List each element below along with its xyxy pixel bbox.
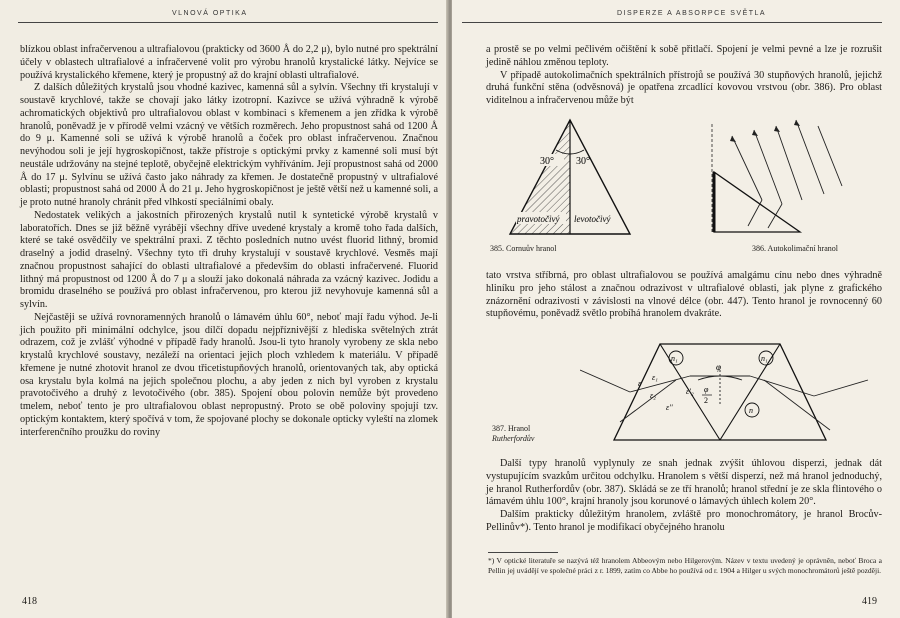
paragraph: Dalším prakticky důležitým hranolem, zvláště pro monochromátory, je hranol Brocův-Pellinův*). Tento hranol je modifikací obyčejného hranolu <box>486 509 882 533</box>
page-number-left: 418 <box>22 596 37 607</box>
n-label: n <box>749 406 753 415</box>
angle-label-right: 30° <box>576 156 590 167</box>
figure-387-caption <box>492 424 534 444</box>
label-levotocivy: levotočivý <box>574 214 611 224</box>
figure-386-caption: 386. Autokolimační hranol <box>752 244 838 253</box>
eps2-label: ε₂ <box>650 391 656 400</box>
eps-prime-label: ε'₂ <box>686 387 694 396</box>
phi-half-denominator: 2 <box>704 396 708 405</box>
paragraph: Z dalších důležitých krystalů jsou vhodné kazivec, kamenná sůl a sylvín. Všechny tři krystalují v soustavě krychlové, takže se chovají jako látky izotropní. Kazivce se užívá výhradně k výrobě achromatických objektivů pro ultrafialovou oblast v kombinaci s křemenem a jen zřídka k výrobě hranolů, poněvadž je v přírodě velmi vzácný ve větších rozměrech. Jeho propustnost sahá od 1200 Å do 9 μ. Kamenné soli se užívá k výrobě hranolů a čoček pro oblast infračervenou. Značnou nevýhodou soli je její hygroskopičnost, takže přístroje s optickými prvky z kamenné soli musí být neustále udržovány na stejné teplotě, obyčejně elektrickým vyhříváním. Její propustnost sahá od 2000 Å do 17 μ. Sylvínu se užívá často jako náhrady za křemen. Je dostatečně propustný v ultrafialové oblasti; propustnost sahá od 2000 Å do 21 μ. Jeho hygroskopičnost je ještě větší než u kamenné soli, a je proto nutné hranoly chránit před vlhkostí speciálními obaly. <box>20 82 438 208</box>
paragraph: Nejčastěji se užívá rovnoramenných hranolů o lámavém úhlu 60°, neboť mají řadu výhod. Je-li jich použito při minimální odchylce, jsou dílčí dopadu nejpříznivější z hlediska světelných ztrát odrazem, což je zvlášť výhodné v případě řady hranolů. Jsou-li tyto hranoly vyrobeny ze skla nebo krystalů krychlové soustavy, nezáleží na orientaci jejich ploch vzhledem k materiálu. V případě křemene je nutné zhotovit hranol ze dvou třicetistupňových hranolů, orientovaných tak, aby optická osa krystalu byla kolmá na jejich společnou plochu, a aby jeden z nich byl vyroben z krystalu pravotočivého a druhý z levotočivého (obr. 385). Spojení obou polovin nemůže být provedeno tmelem, neboť tento je pro ultrafialovou oblast nepropustný. Proto se obě poloviny spojují tzv. optickým kontaktem, který spočívá v tom, že spojované plochy se dokonale opticky vyleští na zlomek interferenčního proužku do roviny <box>20 311 438 438</box>
figure-385-cornu-prism <box>508 116 648 242</box>
angle-label-left: 30° <box>540 156 554 167</box>
figure-385-caption: 385. Cornuův hranol <box>490 244 557 253</box>
phi-label: φ <box>716 362 721 372</box>
paragraph: Nedostatek velikých a jakostních přirozených krystalů nutil k syntetické výrobě krystalů v laboratořích. Dnes se již běžně vyrábějí všechny dříve uvedené krystaly a kromě toho řada dalších, které se také osvědčily ve spektrální praxi. Z těchto posledních nutno uvést fluorid lithný, bromid draselný a jodid draselný. Všechny tyto tři druhy krystalují v soustavě krychlové. Vesměs mají značnou propustnost sahající do oblasti ultrafialové a především do oblasti infračervené. Fluorid lithný má propustnost od 1200 Å do 7 μ a slouží jako dokonalá náhrada za vzácný kazivec. Jodidu a bromidu draselného se používá pro oblast infračervenou, pro kterou již nevyhovuje kamenná sůl a sylvín. <box>20 209 438 310</box>
header-rule-right <box>462 22 882 23</box>
light-rays <box>732 120 842 228</box>
label-pravotocivy: pravotočivý <box>517 214 560 224</box>
right-body-text-bottom <box>486 458 882 535</box>
prism-30-degree <box>714 172 800 232</box>
prism-inner-right <box>720 344 780 440</box>
n1-right-label: n₁ <box>761 354 768 363</box>
footnote: *) V optické literatuře se nazývá též hranolem Abbeovým nebo Hilgerovým. Název v textu uvedený je oprávněn, neboť Broca a Pellin jej uvádějí ve společné práci z r. 1899, zatím co Abbe ho používá od r. 1904 a Hilger u svých monochromátorů ještě později. <box>488 556 882 575</box>
paragraph: V případě autokolimačních spektrálních přístrojů se používá 30 stupňových hranolů, jejichž druhá funkční stěna (odvěsnová) je opatřena zrcadlící kovovou vrstvou (obr. 386). Pro oblast viditelnou a infračervenou může být <box>486 69 882 106</box>
header-rule-left <box>18 22 438 23</box>
figure-386-autocollimation-prism <box>692 116 862 238</box>
paragraph: blízkou oblast infračervenou a ultrafialovou (prakticky od 3600 Å do 2,2 μ), bylo nutné pro spektrální účely v oblastech ultrafialové a infračervené volit pro výrobu hranolů krystalické látky. Nejvíce se používá krystalického křemene, který je propustný až do krajní oblasti ultrafialové. <box>20 44 438 81</box>
right-body-text-middle <box>486 270 882 321</box>
paragraph: tato vrstva stříbrná, pro oblast ultrafialovou se používá amalgámu cínu nebo dnes výhradně hliníku pro jeho stálost a značnou odrazivost v ultrafialové oblasti, jak plyne z grafického znázornění odrazivosti v závislosti na vlnové délce (obr. 447). Tento hranol je rovnocenný 60 stupňovému, poněvadž světlo probíhá hranolem dvakráte. <box>486 270 882 320</box>
running-head-right: DISPERZE A ABSORPCE SVĚTLA <box>617 10 767 17</box>
figure-387-caption-line1: 387. Hranol <box>492 424 531 433</box>
n1-left-label: n₁ <box>671 354 678 363</box>
eps1-label: ε₁ <box>652 373 658 382</box>
paragraph: Další typy hranolů vyplynuly ze snah jednak zvýšit úhlovou disperzi, jednak dát vystupujícím svazkům určitou odchylku. Hranolem s větší disperzí, než má hranol jednoduchý, je hranol Rutherfordův (obr. 387). Skládá se ze tří hranolů; hranol střední je ze skla flintového o lámavém úhlu 100°, krajní hranoly jsou korunové o lámavých úhlech kolem 20°. <box>486 458 882 508</box>
eps-double-prime-label: ε'' <box>666 403 673 412</box>
eps-label: ε <box>638 379 642 388</box>
left-body-text <box>20 44 438 439</box>
figure-387-caption-line2: Rutherfordův <box>492 434 535 443</box>
left-page <box>0 0 448 618</box>
ray-arrows <box>730 120 800 142</box>
paragraph: a prostě se po velmi pečlivém očištění k sobě přitlačí. Spojení je velmi pevné a lze je rozrušit jedině náhlou změnou teploty. <box>486 44 882 68</box>
page-number-right: 419 <box>862 596 877 607</box>
right-page <box>452 0 900 618</box>
running-head-left: VLNOVÁ OPTIKA <box>172 10 248 17</box>
right-body-text-top <box>486 44 882 108</box>
phi-half-numerator: φ <box>704 385 709 394</box>
footnote-rule <box>488 552 558 553</box>
figure-387-rutherford-prism <box>580 336 870 448</box>
